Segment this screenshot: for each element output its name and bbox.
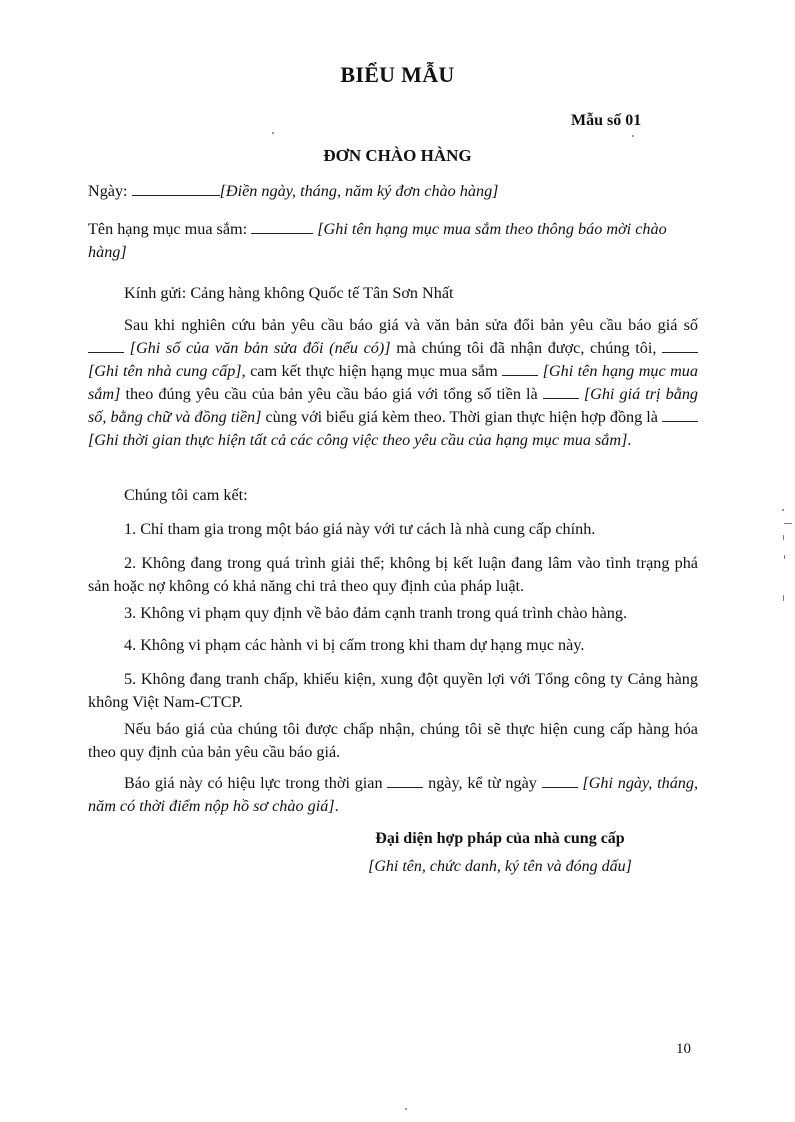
- signature-note: [Ghi tên, chức danh, ký tên và đóng dấu]: [368, 858, 632, 875]
- commitment-item: 1. Chỉ tham gia trong một báo giá này với tư cách là nhà cung cấp chính.: [124, 520, 596, 538]
- procurement-item-hint: [Ghi tên hạng mục mua sắm]: [88, 362, 698, 403]
- commitment-item: 3. Không vi phạm quy định về bảo đảm cạnh tranh trong quá trình chào hàng.: [124, 604, 628, 622]
- amount-blank[interactable]: [543, 386, 579, 399]
- commitment-item: 2. Không đang trong quá trình giải thể; không bị kết luận đang lâm vào tình trạng phá sản hoặc nợ không có khả năng chi trả theo quy định của pháp luật.: [88, 554, 698, 595]
- document-subtitle: ĐƠN CHÀO HÀNG: [323, 146, 472, 165]
- commitment-item: 5. Không đang tranh chấp, khiếu kiện, xung đột quyền lợi với Tổng công ty Cảng hàng không Việt Nam-CTCP.: [88, 670, 698, 711]
- scan-margin-marks: [778, 505, 792, 615]
- body-paragraph: [88, 314, 698, 452]
- procurement-item-blank[interactable]: [502, 363, 538, 376]
- amendment-hint: [Ghi số của văn bản sửa đổi (nếu có)]: [129, 339, 391, 357]
- validity-hint: [Ghi ngày, tháng, năm có thời điểm nộp hồ sơ chào giá]: [88, 774, 699, 815]
- date-hint: [Điền ngày, tháng, năm ký đơn chào hàng]: [219, 182, 499, 200]
- body-text-2: mà chúng tôi đã nhận được, chúng tôi,: [396, 339, 657, 357]
- duration-hint: [Ghi thời gian thực hiện tất cả các công việc theo yêu cầu của hạng mục mua sắm]: [88, 431, 628, 449]
- duration-blank[interactable]: [662, 409, 698, 422]
- body-text-6: .: [627, 431, 632, 449]
- supplier-blank[interactable]: [662, 340, 698, 353]
- validity-text-3: .: [334, 797, 339, 815]
- date-line: [88, 180, 698, 203]
- page-number: 10: [676, 1041, 691, 1057]
- body-text-1: Sau khi nghiên cứu bản yêu cầu báo giá và văn bản sửa đổi bản yêu cầu báo giá số: [124, 316, 698, 334]
- commit-heading: Chúng tôi cam kết:: [124, 486, 248, 504]
- recipient-line: Kính gửi: Cảng hàng không Quốc tế Tân Sơn Nhất: [124, 284, 454, 302]
- commitment-item: 4. Không vi phạm các hành vi bị cấm trong khi tham dự hạng mục này.: [124, 636, 585, 654]
- item-blank[interactable]: [251, 221, 313, 234]
- item-hint: [Ghi tên hạng mục mua sắm theo thông báo mời chào hàng]: [88, 220, 667, 261]
- supplier-hint: [Ghi tên nhà cung cấp]: [88, 362, 242, 380]
- scan-speck: [632, 135, 634, 137]
- amendment-blank[interactable]: [88, 340, 124, 353]
- date-blank[interactable]: [132, 183, 220, 196]
- form-number: Mẫu số 01: [571, 112, 642, 129]
- acceptance-paragraph: Nếu báo giá của chúng tôi được chấp nhận, chúng tôi sẽ thực hiện cung cấp hàng hóa theo quy định của bản yêu cầu báo giá.: [88, 720, 698, 761]
- validity-paragraph: [88, 772, 698, 818]
- form-title: BIỂU MẪU: [340, 62, 455, 87]
- item-line: [88, 218, 698, 264]
- validity-date-blank[interactable]: [542, 775, 578, 788]
- scan-speck: [405, 1108, 407, 1110]
- date-label: Ngày:: [88, 182, 128, 200]
- body-text-3: , cam kết thực hiện hạng mục mua sắm: [241, 362, 498, 380]
- amount-hint: [Ghi giá trị bằng số, bằng chữ và đồng tiền]: [88, 385, 699, 426]
- validity-days-blank[interactable]: [387, 775, 423, 788]
- validity-text-2: ngày, kể từ ngày: [428, 774, 537, 792]
- item-label: Tên hạng mục mua sắm:: [88, 220, 248, 238]
- scan-speck: [272, 132, 274, 134]
- body-text-4: theo đúng yêu cầu của bản yêu cầu báo giá với tổng số tiền là: [125, 385, 538, 403]
- validity-text-1: Báo giá này có hiệu lực trong thời gian: [124, 774, 383, 792]
- signature-title: Đại diện hợp pháp của nhà cung cấp: [375, 830, 625, 847]
- body-text-5: cùng với biểu giá kèm theo. Thời gian thực hiện hợp đồng là: [265, 408, 658, 426]
